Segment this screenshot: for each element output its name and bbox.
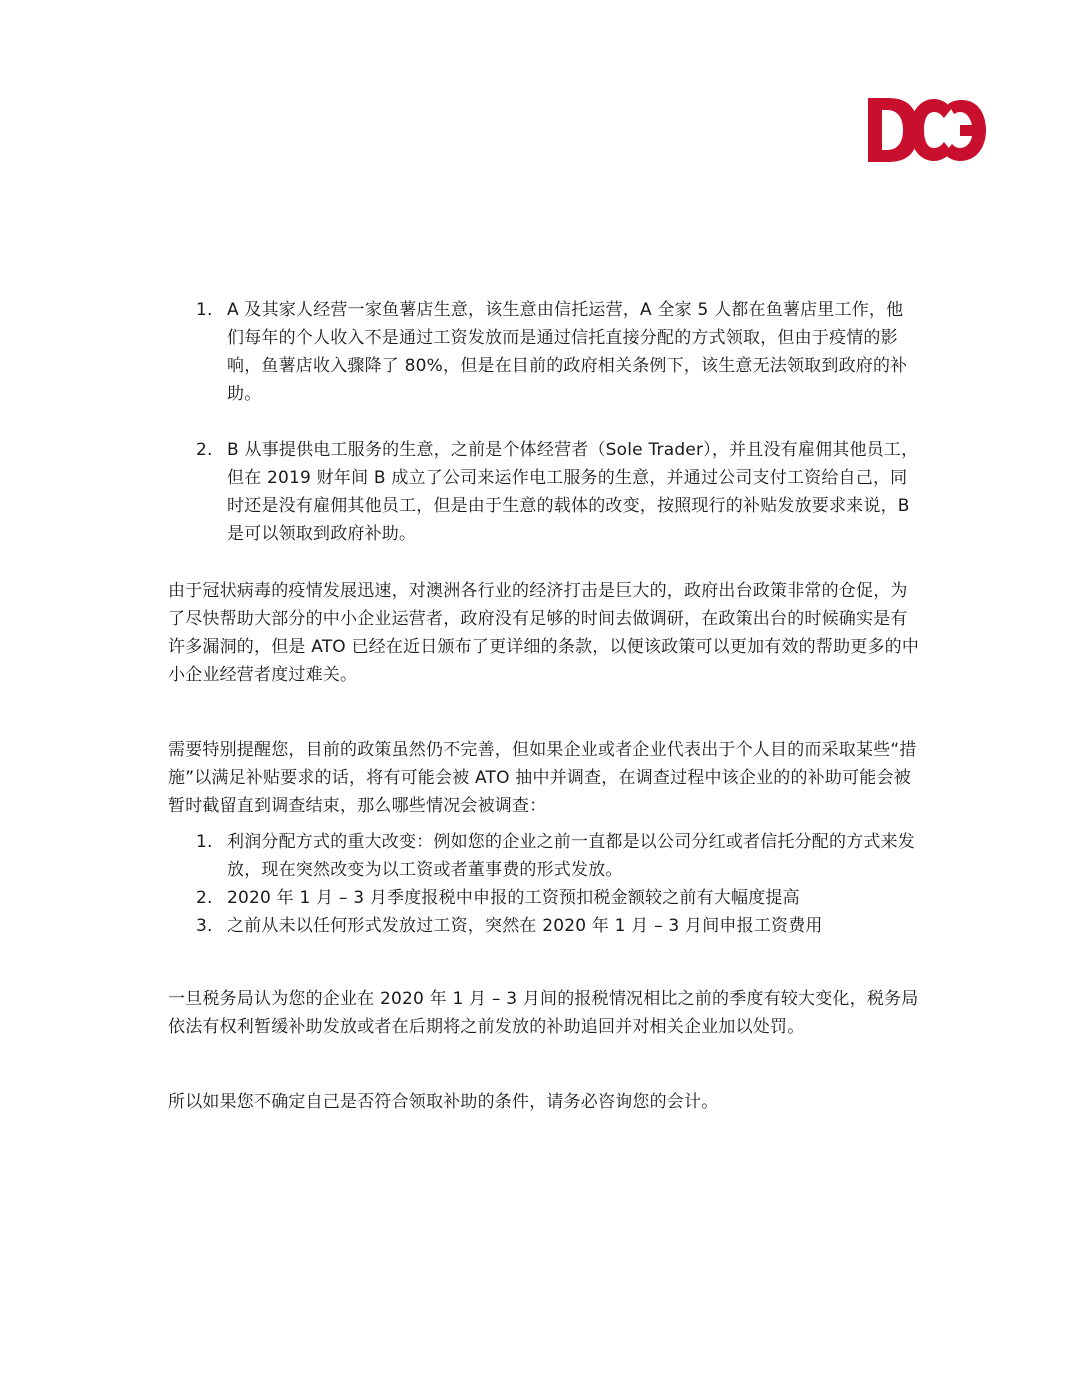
examples-list	[168, 296, 920, 548]
consequence-section	[168, 985, 920, 1041]
list-item	[168, 296, 920, 408]
list-item	[168, 828, 920, 884]
list-number: 1.	[196, 832, 213, 852]
dcg-logo-svg	[866, 96, 988, 164]
advice-paragraph: 所以如果您不确定自己是否符合领取补助的条件，请务必咨询您的会计。	[168, 1092, 719, 1112]
policy-paragraph: 由于冠状病毒的疫情发展迅速，对澳洲各行业的经济打击是巨大的，政府出台政策非常的仓促，为了尽快帮助大部分的中小企业运营者，政府没有足够的时间去做调研，在政策出台的时候确实是有许多漏洞的，但是 ATO 已经在近日颁布了更详细的条款，以便该政策可以更加有效的帮助更多的中小企业经营者度过难关。	[168, 581, 920, 685]
warning-paragraph: 需要特别提醒您，目前的政策虽然仍不完善，但如果企业或者企业代表出于个人目的而采取某些“措施”以满足补贴要求的话，将有可能会被 ATO 抽中并调查，在调查过程中该企业的的补助可能会被暂时截留直到调查结束，那么哪些情况会被调查：	[168, 740, 917, 816]
investigation-section	[168, 828, 920, 940]
dcg-logo-icon	[866, 96, 988, 164]
warning-section	[168, 736, 920, 820]
case-1-text: 利润分配方式的重大改变：例如您的企业之前一直都是以公司分红或者信托分配的方式来发放，现在突然改变为以工资或者董事费的形式发放。	[227, 832, 915, 880]
list-item	[168, 436, 920, 548]
list-number: 1.	[196, 300, 213, 320]
policy-section	[168, 577, 920, 689]
investigation-list	[168, 828, 920, 940]
case-2-text: 2020 年 1 月 – 3 月季度报税中申报的工资预扣税金额较之前有大幅度提高	[227, 888, 800, 908]
consequence-paragraph: 一旦税务局认为您的企业在 2020 年 1 月 – 3 月间的报税情况相比之前的季度有较大变化，税务局依法有权利暂缓补助发放或者在后期将之前发放的补助追回并对相关企业加以处罚。	[168, 989, 919, 1037]
list-number: 2.	[196, 888, 213, 908]
list-number: 2.	[196, 440, 213, 460]
examples-section	[168, 296, 920, 548]
logo-letter-c	[910, 99, 952, 161]
list-item	[168, 884, 920, 912]
example-b-text: B 从事提供电工服务的生意，之前是个体经营者（Sole Trader），并且没有雇佣其他员工，但在 2019 财年间 B 成立了公司来运作电工服务的生意，并通过公司支付工资给自己，同时还是没有雇佣其他员工，但是由于生意的载体的改变，按照现行的补贴发放要求来说，B 是可以领取到政府补助。	[227, 440, 919, 544]
advice-section	[168, 1088, 920, 1116]
case-3-text: 之前从未以任何形式发放过工资，突然在 2020 年 1 月 – 3 月间申报工资费用	[227, 916, 823, 936]
example-a-text: A 及其家人经营一家鱼薯店生意，该生意由信托运营，A 全家 5 人都在鱼薯店里工作，他们每年的个人收入不是通过工资发放而是通过信托直接分配的方式领取，但由于疫情的影响，鱼薯店收入骤降了 80%，但是在目前的政府相关条例下，该生意无法领取到政府的补助。	[227, 300, 908, 404]
list-item	[168, 912, 920, 940]
list-number: 3.	[196, 916, 213, 936]
